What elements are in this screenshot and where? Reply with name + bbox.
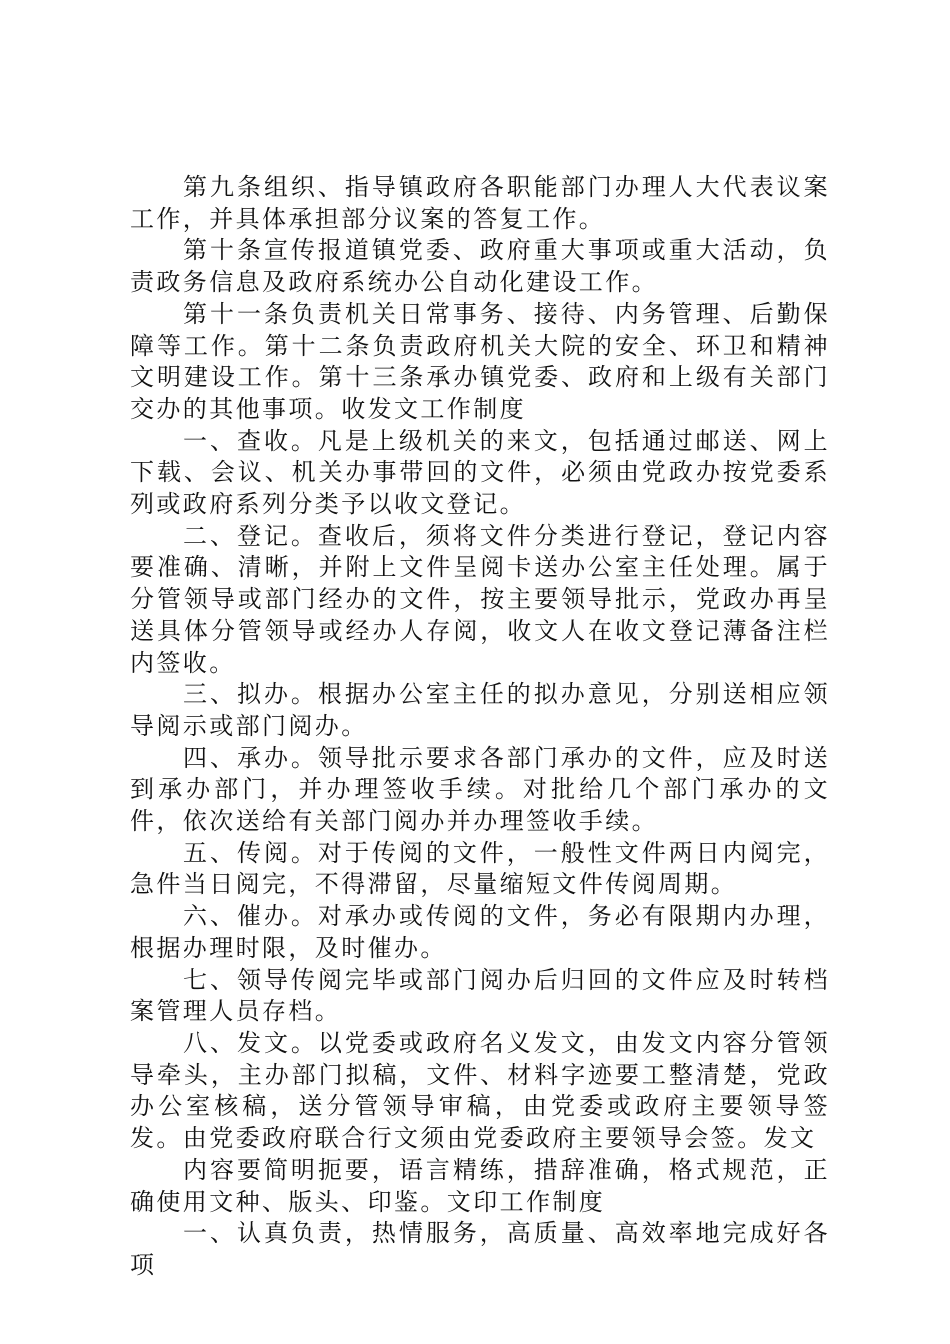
paragraph-registration: 二、登记。查收后，须将文件分类进行登记，登记内容要准确、清晰，并附上文件呈阅卡送办公室主任处理。属于分管领导或部门经办的文件，按主要领导批示，党政办再呈送具体分管领导或经办人存阅，收文人在收文登记薄备注栏内签收。 xyxy=(130,521,830,677)
paragraph-undertaking: 四、承办。领导批示要求各部门承办的文件，应及时送到承办部门，并办理签收手续。对批给几个部门承办的文件，依次送给有关部门阅办并办理签收手续。 xyxy=(130,743,830,836)
paragraph-article-10: 第十条宣传报道镇党委、政府重大事项或重大活动，负责政务信息及政府系统办公自动化建设工作。 xyxy=(130,236,830,297)
paragraph-circulation: 五、传阅。对于传阅的文件，一般性文件两日内阅完，急件当日阅完，不得滞留，尽量缩短文件传阅周期。 xyxy=(130,838,830,899)
paragraph-printing-rule-1: 一、认真负责，热情服务，高质量、高效率地完成好各项 xyxy=(130,1219,830,1279)
paragraph-dispatch: 八、发文。以党委或政府名义发文，由发文内容分管领导牵头，主办部门拟稿，文件、材料字迹要工整清楚，党政办公室核稿，送分管领导审稿，由党委或政府主要领导签发。由党委政府联合行文须由党委政府主要领导会签。发文 xyxy=(130,1028,830,1153)
paragraph-urging: 六、催办。对承办或传阅的文件，务必有限期内办理，根据办理时限，及时催办。 xyxy=(130,902,830,962)
paragraph-article-11-13: 第十一条负责机关日常事务、接待、内务管理、后勤保障等工作。第十二条负责政府机关大院的安全、环卫和精神文明建设工作。第十三条承办镇党委、政府和上级有关部门交办的其他事项。收发文工作制度 xyxy=(130,299,830,423)
document-body xyxy=(130,172,830,1282)
paragraph-draft-handling: 三、拟办。根据办公室主任的拟办意见，分别送相应领导阅示或部门阅办。 xyxy=(130,680,830,740)
paragraph-archiving: 七、领导传阅完毕或部门阅办后归回的文件应及时转档案管理人员存档。 xyxy=(130,965,830,1026)
paragraph-receipt-check: 一、查收。凡是上级机关的来文，包括通过邮送、网上下载、会议、机关办事带回的文件，必须由党政办按党委系列或政府系列分类予以收文登记。 xyxy=(130,426,830,519)
paragraph-article-9: 第九条组织、指导镇政府各职能部门办理人大代表议案工作，并具体承担部分议案的答复工作。 xyxy=(130,173,830,233)
paragraph-dispatch-content: 内容要简明扼要，语言精练，措辞准确，格式规范，正确使用文种、版头、印鉴。文印工作制度 xyxy=(130,1155,830,1216)
